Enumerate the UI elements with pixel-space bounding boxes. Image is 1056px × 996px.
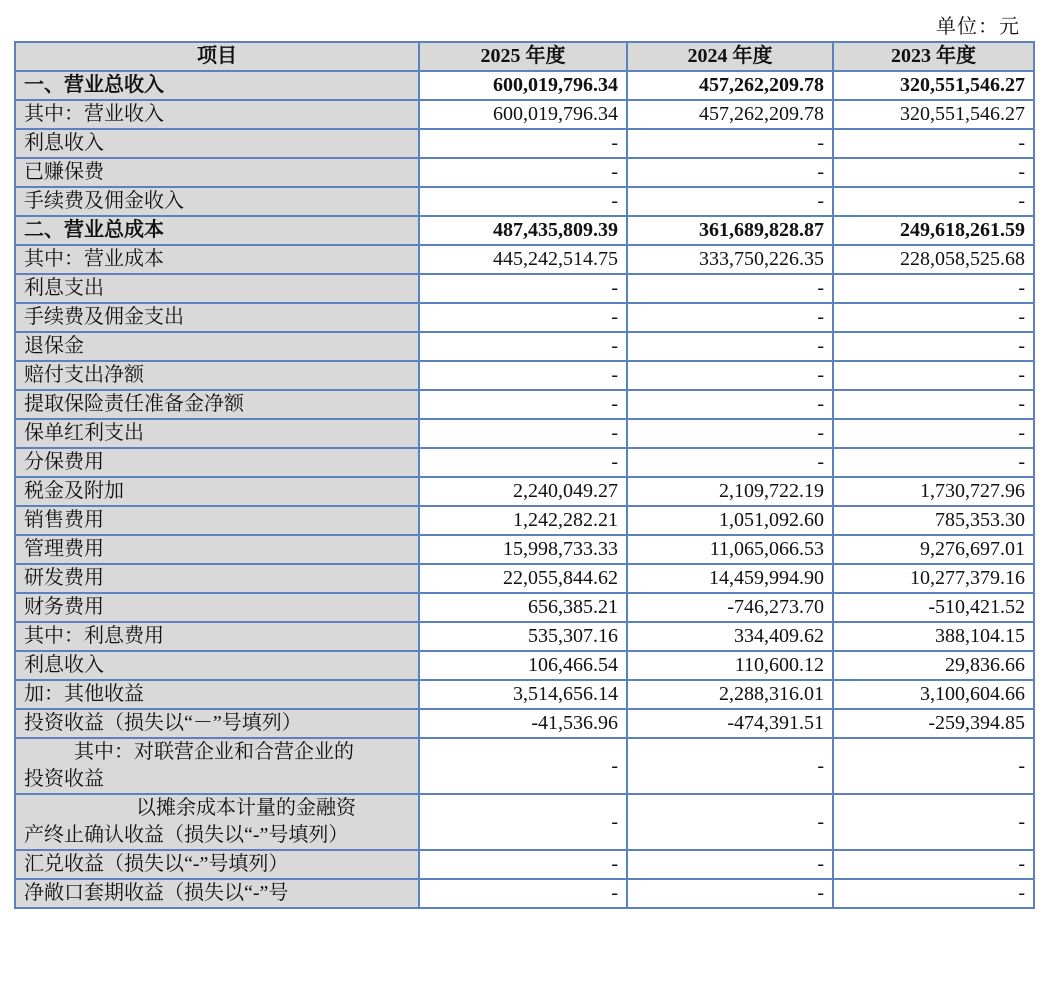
- table-row: [15, 879, 1034, 908]
- value-cell-2024: 2,109,722.19: [627, 477, 833, 506]
- value-cell-2025: 1,242,282.21: [419, 506, 627, 535]
- value-cell-2023: 785,353.30: [833, 506, 1034, 535]
- value-cell-2023: -: [833, 419, 1034, 448]
- row-label-text: 其中：营业成本: [24, 248, 164, 270]
- value-cell-2024: -: [627, 794, 833, 850]
- value-cell-2023: 9,276,697.01: [833, 535, 1034, 564]
- value-cell-2025: -: [419, 738, 627, 794]
- table-row: [15, 303, 1034, 332]
- table-row: [15, 187, 1034, 216]
- value-cell-2024: -: [627, 187, 833, 216]
- row-label-text-line2: 投资收益: [24, 768, 104, 790]
- table-row: [15, 158, 1034, 187]
- value-cell-2023: -: [833, 794, 1034, 850]
- income-statement-table: [14, 41, 1035, 909]
- value-cell-2025: 445,242,514.75: [419, 245, 627, 274]
- row-label: [15, 651, 419, 680]
- value-cell-2025: 487,435,809.39: [419, 216, 627, 245]
- row-label: [15, 187, 419, 216]
- row-label: [15, 245, 419, 274]
- value-cell-2024: -: [627, 390, 833, 419]
- value-cell-2024: -: [627, 850, 833, 879]
- value-cell-2024: 1,051,092.60: [627, 506, 833, 535]
- value-cell-2025: 3,514,656.14: [419, 680, 627, 709]
- row-label: [15, 593, 419, 622]
- value-cell-2025: -: [419, 303, 627, 332]
- table-row: [15, 535, 1034, 564]
- row-label-text: 手续费及佣金收入: [24, 190, 184, 212]
- value-cell-2025: -: [419, 390, 627, 419]
- row-label-text: 其中：营业收入: [24, 103, 164, 125]
- value-cell-2023: 29,836.66: [833, 651, 1034, 680]
- value-cell-2025: 600,019,796.34: [419, 71, 627, 100]
- row-label: [15, 100, 419, 129]
- row-label-text: 利息收入: [24, 654, 104, 676]
- value-cell-2023: 228,058,525.68: [833, 245, 1034, 274]
- value-cell-2025: 106,466.54: [419, 651, 627, 680]
- value-cell-2023: 388,104.15: [833, 622, 1034, 651]
- row-label-text: 一、营业总收入: [24, 74, 164, 96]
- value-cell-2023: -: [833, 303, 1034, 332]
- row-label-text: 分保费用: [24, 451, 104, 473]
- value-cell-2023: -: [833, 158, 1034, 187]
- table-row: [15, 477, 1034, 506]
- value-cell-2025: -41,536.96: [419, 709, 627, 738]
- row-label: [15, 879, 419, 908]
- value-cell-2025: -: [419, 158, 627, 187]
- table-row: [15, 709, 1034, 738]
- value-cell-2023: 1,730,727.96: [833, 477, 1034, 506]
- value-cell-2023: -: [833, 738, 1034, 794]
- row-label-text: 已赚保费: [24, 161, 104, 183]
- value-cell-2023: -: [833, 274, 1034, 303]
- value-cell-2023: -: [833, 879, 1034, 908]
- table-row: [15, 593, 1034, 622]
- value-cell-2025: 15,998,733.33: [419, 535, 627, 564]
- row-label: [15, 274, 419, 303]
- row-label: [15, 303, 419, 332]
- value-cell-2024: -: [627, 158, 833, 187]
- value-cell-2024: -: [627, 129, 833, 158]
- header-2025: 2025 年度: [419, 42, 627, 71]
- table-row: [15, 216, 1034, 245]
- row-label: [15, 129, 419, 158]
- value-cell-2024: -: [627, 419, 833, 448]
- row-label: [15, 158, 419, 187]
- value-cell-2023: -: [833, 129, 1034, 158]
- row-label-text: 二、营业总成本: [24, 219, 164, 241]
- value-cell-2024: -746,273.70: [627, 593, 833, 622]
- value-cell-2024: -: [627, 879, 833, 908]
- row-label-text: 研发费用: [24, 567, 104, 589]
- value-cell-2023: 249,618,261.59: [833, 216, 1034, 245]
- header-row: [15, 42, 1034, 71]
- value-cell-2024: 11,065,066.53: [627, 535, 833, 564]
- value-cell-2023: -259,394.85: [833, 709, 1034, 738]
- value-cell-2023: -510,421.52: [833, 593, 1034, 622]
- value-cell-2025: -: [419, 187, 627, 216]
- value-cell-2024: 457,262,209.78: [627, 71, 833, 100]
- header-2024: 2024 年度: [627, 42, 833, 71]
- row-label-text: 财务费用: [24, 596, 104, 618]
- row-label-text: 管理费用: [24, 538, 104, 560]
- table-row: [15, 129, 1034, 158]
- row-label-text: 加：其他收益: [24, 683, 144, 705]
- row-label: [15, 477, 419, 506]
- row-label: [15, 622, 419, 651]
- value-cell-2023: -: [833, 448, 1034, 477]
- value-cell-2025: 22,055,844.62: [419, 564, 627, 593]
- value-cell-2025: -: [419, 794, 627, 850]
- row-label: [15, 506, 419, 535]
- row-label-text: 税金及附加: [24, 480, 124, 502]
- value-cell-2024: -: [627, 448, 833, 477]
- value-cell-2023: 10,277,379.16: [833, 564, 1034, 593]
- table-row: [15, 361, 1034, 390]
- unit-label: 单位：元: [936, 16, 1020, 38]
- value-cell-2023: -: [833, 187, 1034, 216]
- table-row: [15, 738, 1034, 794]
- header-item: 项目: [15, 42, 419, 71]
- value-cell-2024: 334,409.62: [627, 622, 833, 651]
- value-cell-2024: -: [627, 738, 833, 794]
- row-label-text: 汇兑收益（损失以“-”号填列）: [24, 853, 289, 875]
- row-label-text: 销售费用: [24, 509, 104, 531]
- table-row: [15, 622, 1034, 651]
- value-cell-2025: -: [419, 361, 627, 390]
- value-cell-2024: -: [627, 303, 833, 332]
- row-label: [15, 361, 419, 390]
- table-row: [15, 332, 1034, 361]
- value-cell-2024: 457,262,209.78: [627, 100, 833, 129]
- row-label: [15, 390, 419, 419]
- value-cell-2024: 333,750,226.35: [627, 245, 833, 274]
- value-cell-2025: 535,307.16: [419, 622, 627, 651]
- value-cell-2024: -474,391.51: [627, 709, 833, 738]
- value-cell-2023: 320,551,546.27: [833, 71, 1034, 100]
- value-cell-2023: -: [833, 850, 1034, 879]
- table-row: [15, 850, 1034, 879]
- value-cell-2025: -: [419, 274, 627, 303]
- row-label: [15, 564, 419, 593]
- row-label-text: 其中：利息费用: [24, 625, 164, 647]
- value-cell-2023: -: [833, 390, 1034, 419]
- value-cell-2025: -: [419, 448, 627, 477]
- table-row: [15, 680, 1034, 709]
- value-cell-2023: -: [833, 361, 1034, 390]
- table-row: [15, 274, 1034, 303]
- value-cell-2023: 320,551,546.27: [833, 100, 1034, 129]
- row-label: [15, 738, 419, 794]
- value-cell-2025: -: [419, 332, 627, 361]
- row-label-text-line2: 产终止确认收益（损失以“-”号填列）: [24, 824, 349, 846]
- row-label-text: 利息支出: [24, 277, 104, 299]
- row-label-text: 其中：对联营企业和合营企业的: [74, 741, 354, 763]
- value-cell-2025: -: [419, 129, 627, 158]
- row-label-text: 以摊余成本计量的金融资: [136, 797, 356, 819]
- row-label-text: 利息收入: [24, 132, 104, 154]
- value-cell-2025: -: [419, 850, 627, 879]
- row-label: [15, 216, 419, 245]
- value-cell-2023: -: [833, 332, 1034, 361]
- value-cell-2024: -: [627, 332, 833, 361]
- value-cell-2024: -: [627, 361, 833, 390]
- value-cell-2024: 361,689,828.87: [627, 216, 833, 245]
- value-cell-2025: 600,019,796.34: [419, 100, 627, 129]
- table-row: [15, 419, 1034, 448]
- value-cell-2024: 2,288,316.01: [627, 680, 833, 709]
- row-label: [15, 535, 419, 564]
- row-label-text: 退保金: [24, 335, 84, 357]
- value-cell-2025: -: [419, 419, 627, 448]
- row-label: [15, 419, 419, 448]
- row-label: [15, 709, 419, 738]
- table-row: [15, 794, 1034, 850]
- table-row: [15, 390, 1034, 419]
- header-2023: 2023 年度: [833, 42, 1034, 71]
- table-row: [15, 100, 1034, 129]
- row-label-text: 手续费及佣金支出: [24, 306, 184, 328]
- table-row: [15, 71, 1034, 100]
- row-label: [15, 71, 419, 100]
- row-label-text: 赔付支出净额: [24, 364, 144, 386]
- row-label: [15, 794, 419, 850]
- table-row: [15, 448, 1034, 477]
- row-label: [15, 850, 419, 879]
- row-label: [15, 332, 419, 361]
- table-row: [15, 651, 1034, 680]
- row-label-text: 保单红利支出: [24, 422, 144, 444]
- row-label: [15, 680, 419, 709]
- value-cell-2025: 2,240,049.27: [419, 477, 627, 506]
- table-row: [15, 245, 1034, 274]
- row-label-text: 提取保险责任准备金净额: [24, 393, 244, 415]
- value-cell-2024: 110,600.12: [627, 651, 833, 680]
- value-cell-2024: 14,459,994.90: [627, 564, 833, 593]
- row-label-text: 投资收益（损失以“－”号填列）: [24, 712, 302, 734]
- row-label-text: 净敞口套期收益（损失以“-”号: [24, 882, 289, 904]
- value-cell-2024: -: [627, 274, 833, 303]
- row-label: [15, 448, 419, 477]
- table-row: [15, 506, 1034, 535]
- value-cell-2023: 3,100,604.66: [833, 680, 1034, 709]
- table-row: [15, 564, 1034, 593]
- value-cell-2025: -: [419, 879, 627, 908]
- value-cell-2025: 656,385.21: [419, 593, 627, 622]
